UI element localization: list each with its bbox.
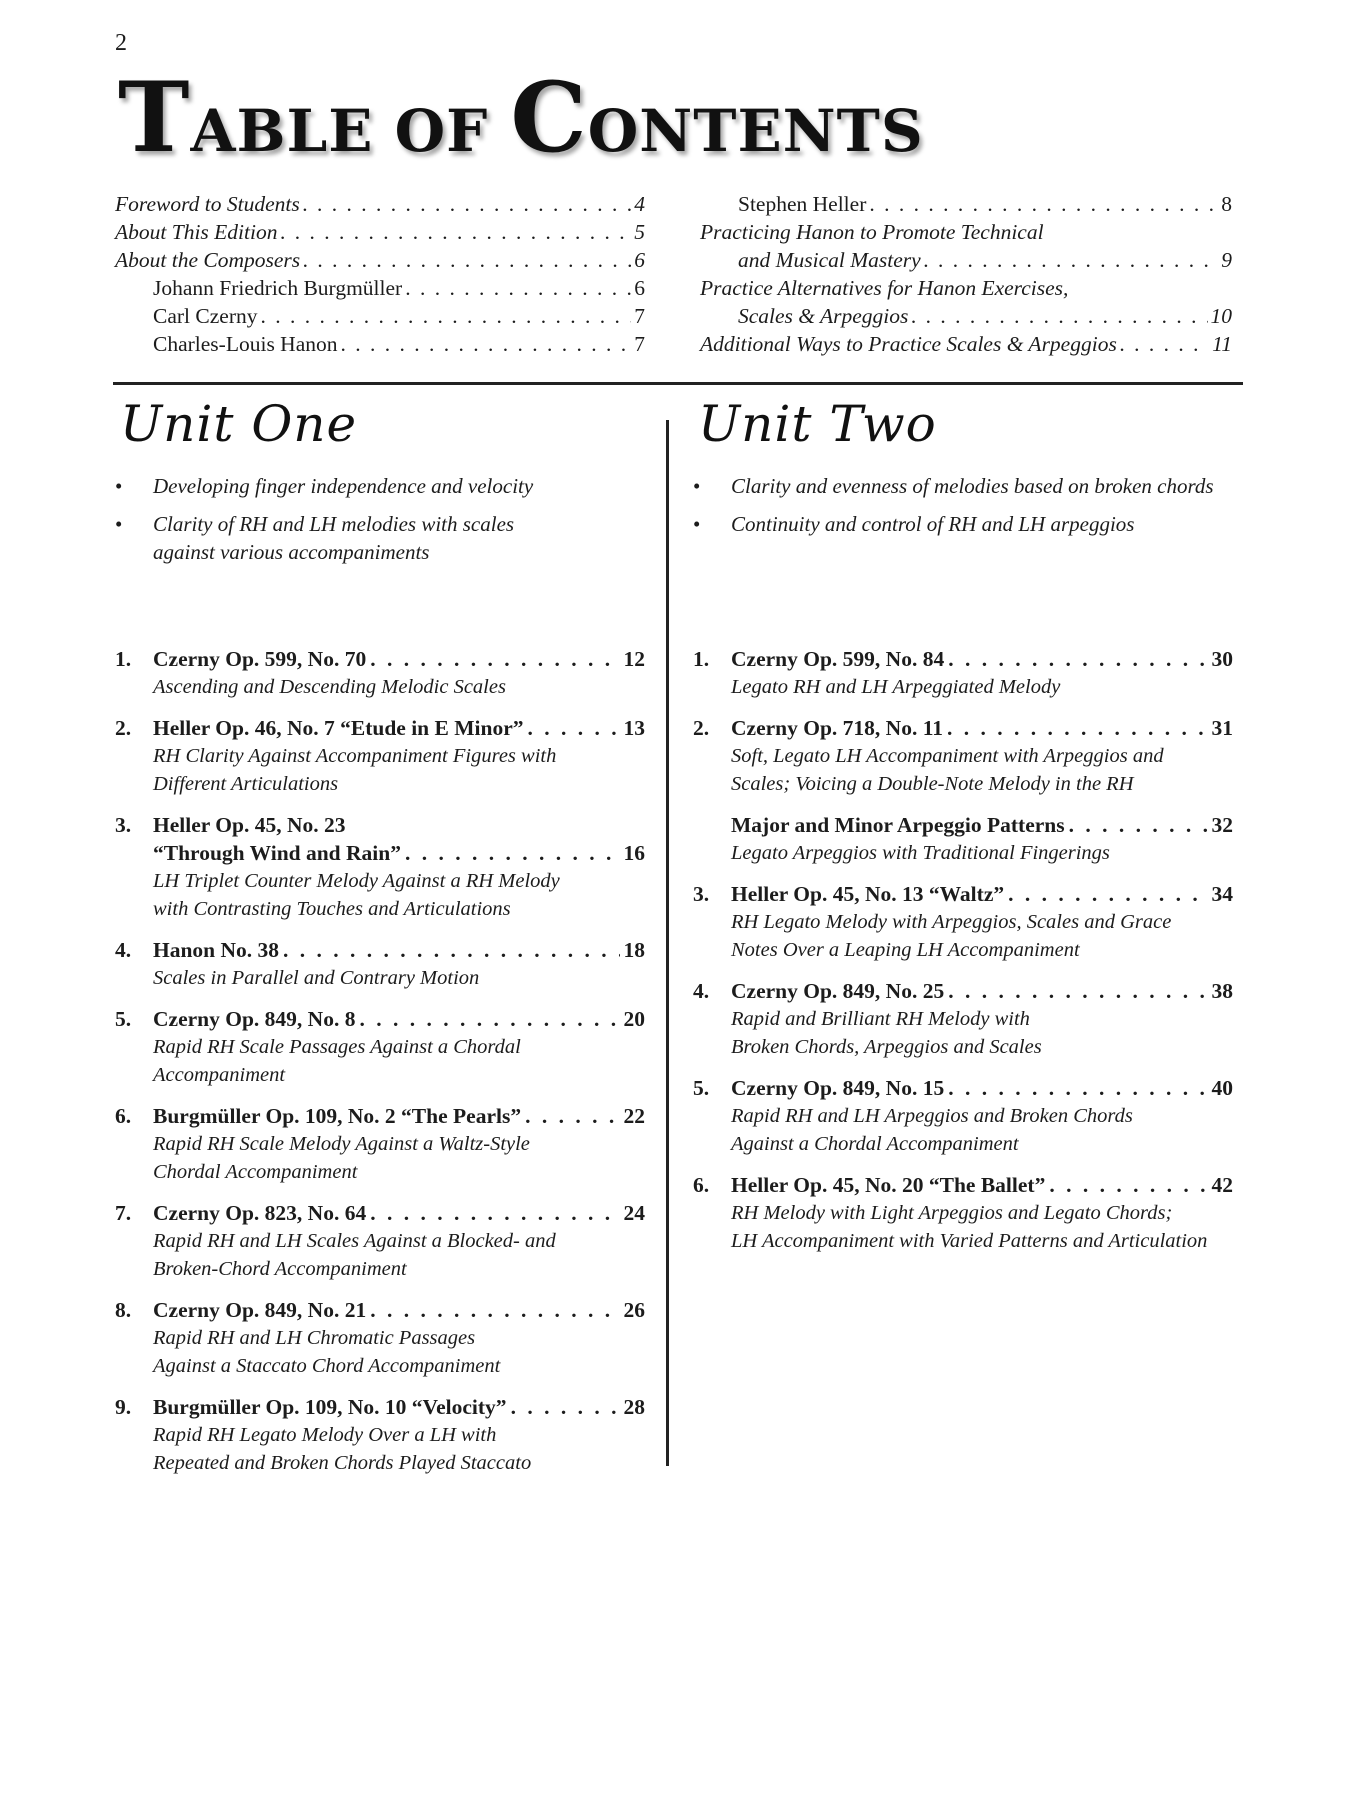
piece-number: 2. [115, 716, 132, 740]
piece-number: 6. [115, 1104, 132, 1128]
piece-description: RH Melody with Light Arpeggios and Legato Chords; LH Accompaniment with Varied Patterns and Articulation [731, 1202, 1208, 1252]
toc-entry-title: Carl Czerny [153, 304, 258, 328]
unit-one-goals [115, 472, 635, 576]
title-initial-t: T [118, 61, 191, 174]
bullet-icon: • [115, 474, 123, 498]
title-word-2: ONTENTS [587, 97, 924, 165]
piece-description: Rapid RH and LH Arpeggios and Broken Chords Against a Chordal Accompaniment [731, 1105, 1133, 1155]
list-item [115, 472, 635, 500]
goal-text: Developing finger independence and velocity [153, 474, 534, 498]
toc-entry-practice-alternatives-line1[interactable]: Practice Alternatives for Hanon Exercises, [700, 276, 1069, 300]
toc-entry-title: Foreword to Students [115, 192, 300, 216]
piece-title: Burgmüller Op. 109, No. 10 “Velocity” [153, 1395, 507, 1419]
page-number: 2 [115, 30, 127, 56]
piece-title: Hanon No. 38 [153, 938, 280, 962]
piece-page: 30 [1211, 647, 1233, 671]
toc-entry-title: About the Composers [115, 248, 301, 272]
piece-number: 3. [115, 813, 132, 837]
piece-page: 13 [623, 716, 645, 740]
goal-text: Clarity and evenness of melodies based on broken chords [731, 474, 1214, 498]
piece-description: LH Triplet Counter Melody Against a RH Melody with Contrasting Touches and Articulations [153, 870, 560, 920]
piece-entry[interactable] [115, 1393, 645, 1477]
piece-page: 28 [623, 1395, 645, 1419]
list-item [693, 510, 1233, 538]
toc-entry-title: About This Edition [115, 220, 278, 244]
piece-page: 20 [623, 1007, 645, 1031]
toc-entry-practicing-hanon[interactable] [700, 246, 1232, 274]
piece-description: RH Clarity Against Accompaniment Figures with Different Articulations [153, 745, 557, 795]
piece-entry[interactable] [693, 645, 1233, 701]
piece-entry[interactable] [115, 1296, 645, 1380]
goal-text: Continuity and control of RH and LH arpeggios [731, 512, 1135, 536]
unit-one-pieces [115, 645, 645, 1490]
piece-description: Scales in Parallel and Contrary Motion [153, 967, 480, 989]
piece-page: 16 [623, 841, 645, 865]
piece-title: Burgmüller Op. 109, No. 2 “The Pearls” [153, 1104, 522, 1128]
piece-description: Rapid RH and LH Scales Against a Blocked- and Broken-Chord Accompaniment [153, 1230, 556, 1280]
piece-entry[interactable] [693, 880, 1233, 964]
piece-title: Heller Op. 46, No. 7 “Etude in E Minor” [153, 716, 524, 740]
unit-two-pieces [693, 645, 1233, 1268]
piece-page: 12 [623, 647, 645, 671]
toc-entry-title: Stephen Heller [738, 192, 867, 216]
piece-description: Legato RH and LH Arpeggiated Melody [731, 676, 1061, 698]
piece-number: 1. [115, 647, 132, 671]
piece-page: 18 [623, 938, 645, 962]
piece-entry[interactable] [115, 936, 645, 992]
piece-page: 22 [623, 1104, 645, 1128]
piece-number: 7. [115, 1201, 132, 1225]
title-initial-c: C [510, 61, 588, 174]
horizontal-divider [113, 382, 1243, 385]
piece-title: Czerny Op. 599, No. 70 [153, 647, 367, 671]
piece-entry[interactable] [115, 1199, 645, 1283]
piece-title: Czerny Op. 599, No. 84 [731, 647, 945, 671]
piece-number: 4. [693, 979, 710, 1003]
toc-entry-title: Johann Friedrich Burgmüller [153, 276, 403, 300]
piece-description: Rapid and Brilliant RH Melody with Broken Chords, Arpeggios and Scales [731, 1008, 1042, 1058]
piece-number: 8. [115, 1298, 132, 1322]
piece-title: Czerny Op. 849, No. 8 [153, 1007, 356, 1031]
title-word-1: ABLE OF [190, 97, 489, 165]
piece-entry[interactable] [115, 645, 645, 701]
piece-entry[interactable] [115, 811, 645, 923]
piece-number: 2. [693, 716, 710, 740]
toc-entry-title: Charles-Louis Hanon [153, 332, 338, 356]
front-matter-right [700, 190, 1232, 358]
piece-page: 31 [1211, 716, 1233, 740]
piece-title: Major and Minor Arpeggio Patterns [731, 813, 1065, 837]
toc-entry-page: 9 [1221, 248, 1232, 272]
toc-entry-page: 10 [1210, 304, 1232, 328]
piece-page: 38 [1211, 979, 1233, 1003]
piece-entry[interactable] [115, 714, 645, 798]
piece-number: 4. [115, 938, 132, 962]
piece-title: Czerny Op. 849, No. 21 [153, 1298, 367, 1322]
piece-title-line1: Heller Op. 45, No. 23 [153, 813, 346, 837]
toc-entry-title: Scales & Arpeggios [738, 304, 909, 328]
piece-title: Heller Op. 45, No. 13 “Waltz” [731, 882, 1005, 906]
toc-entry-burgmuller[interactable] [115, 274, 645, 302]
piece-entry[interactable] [115, 1005, 645, 1089]
toc-entry-foreword[interactable] [115, 190, 645, 218]
piece-number: 3. [693, 882, 710, 906]
toc-entry-title: and Musical Mastery [738, 248, 921, 272]
toc-entry-page: 7 [634, 304, 645, 328]
piece-title: Czerny Op. 849, No. 15 [731, 1076, 945, 1100]
piece-description: Legato Arpeggios with Traditional Fingerings [731, 842, 1110, 864]
bullet-icon: • [693, 512, 701, 536]
piece-page: 40 [1211, 1076, 1233, 1100]
piece-number: 1. [693, 647, 710, 671]
piece-title: Czerny Op. 849, No. 25 [731, 979, 945, 1003]
toc-entry-page: 4 [634, 192, 645, 216]
unit-one-heading: Unit One [120, 395, 358, 453]
piece-entry[interactable] [693, 1171, 1233, 1255]
piece-page: 24 [623, 1201, 645, 1225]
piece-entry[interactable] [115, 1102, 645, 1186]
toc-entry-practice-alternatives[interactable] [700, 302, 1232, 330]
piece-title: Czerny Op. 823, No. 64 [153, 1201, 367, 1225]
list-item [693, 472, 1233, 500]
toc-entry-about-edition[interactable] [115, 218, 645, 246]
toc-entry-page: 7 [634, 332, 645, 356]
piece-page: 32 [1211, 813, 1233, 837]
piece-number: 6. [693, 1173, 710, 1197]
piece-number: 5. [693, 1076, 710, 1100]
piece-description: Rapid RH and LH Chromatic Passages Against a Staccato Chord Accompaniment [153, 1327, 501, 1377]
toc-entry-heller[interactable] [700, 190, 1232, 218]
toc-entry-page: 11 [1212, 332, 1232, 356]
piece-title: “Through Wind and Rain” [153, 841, 401, 865]
piece-description: Ascending and Descending Melodic Scales [153, 676, 506, 698]
toc-entry-page: 6 [634, 248, 645, 272]
toc-entry-page: 8 [1221, 192, 1232, 216]
piece-page: 42 [1211, 1173, 1233, 1197]
unit-two-heading: Unit Two [698, 395, 937, 453]
piece-description: Rapid RH Scale Passages Against a Chordal Accompaniment [153, 1036, 521, 1086]
piece-entry[interactable] [693, 977, 1233, 1061]
piece-entry[interactable] [693, 1074, 1233, 1158]
piece-entry[interactable] [693, 811, 1233, 867]
piece-description: Rapid RH Legato Melody Over a LH with Repeated and Broken Chords Played Staccato [153, 1424, 532, 1474]
piece-page: 34 [1211, 882, 1233, 906]
bullet-icon: • [693, 474, 701, 498]
piece-page: 26 [623, 1298, 645, 1322]
piece-title: Heller Op. 45, No. 20 “The Ballet” [731, 1173, 1046, 1197]
piece-description: Rapid RH Scale Melody Against a Waltz-Style Chordal Accompaniment [153, 1133, 530, 1183]
toc-entry-hanon[interactable] [115, 330, 645, 358]
toc-entry-czerny[interactable] [115, 302, 645, 330]
toc-entry-about-composers[interactable] [115, 246, 645, 274]
piece-description: Soft, Legato LH Accompaniment with Arpeggios and Scales; Voicing a Double-Note Melody in the RH [731, 745, 1164, 795]
piece-title: Czerny Op. 718, No. 11 [731, 716, 944, 740]
bullet-icon: • [115, 512, 123, 536]
goal-text: Clarity of RH and LH melodies with scales against various accompaniments [153, 512, 515, 564]
column-divider [666, 420, 669, 1466]
piece-number: 5. [115, 1007, 132, 1031]
piece-number: 9. [115, 1395, 132, 1419]
toc-entry-title: Additional Ways to Practice Scales & Arpeggios [700, 332, 1117, 356]
piece-entry[interactable] [693, 714, 1233, 798]
list-item [115, 510, 635, 566]
front-matter-left [115, 190, 645, 358]
toc-entry-page: 6 [634, 276, 645, 300]
page-title [118, 61, 924, 174]
piece-description: RH Legato Melody with Arpeggios, Scales and Grace Notes Over a Leaping LH Accompaniment [731, 911, 1172, 961]
toc-entry-page: 5 [634, 220, 645, 244]
unit-two-goals [693, 472, 1233, 548]
toc-entry-additional-ways[interactable] [700, 330, 1232, 358]
toc-entry-practicing-hanon-line1[interactable]: Practicing Hanon to Promote Technical [700, 220, 1044, 244]
